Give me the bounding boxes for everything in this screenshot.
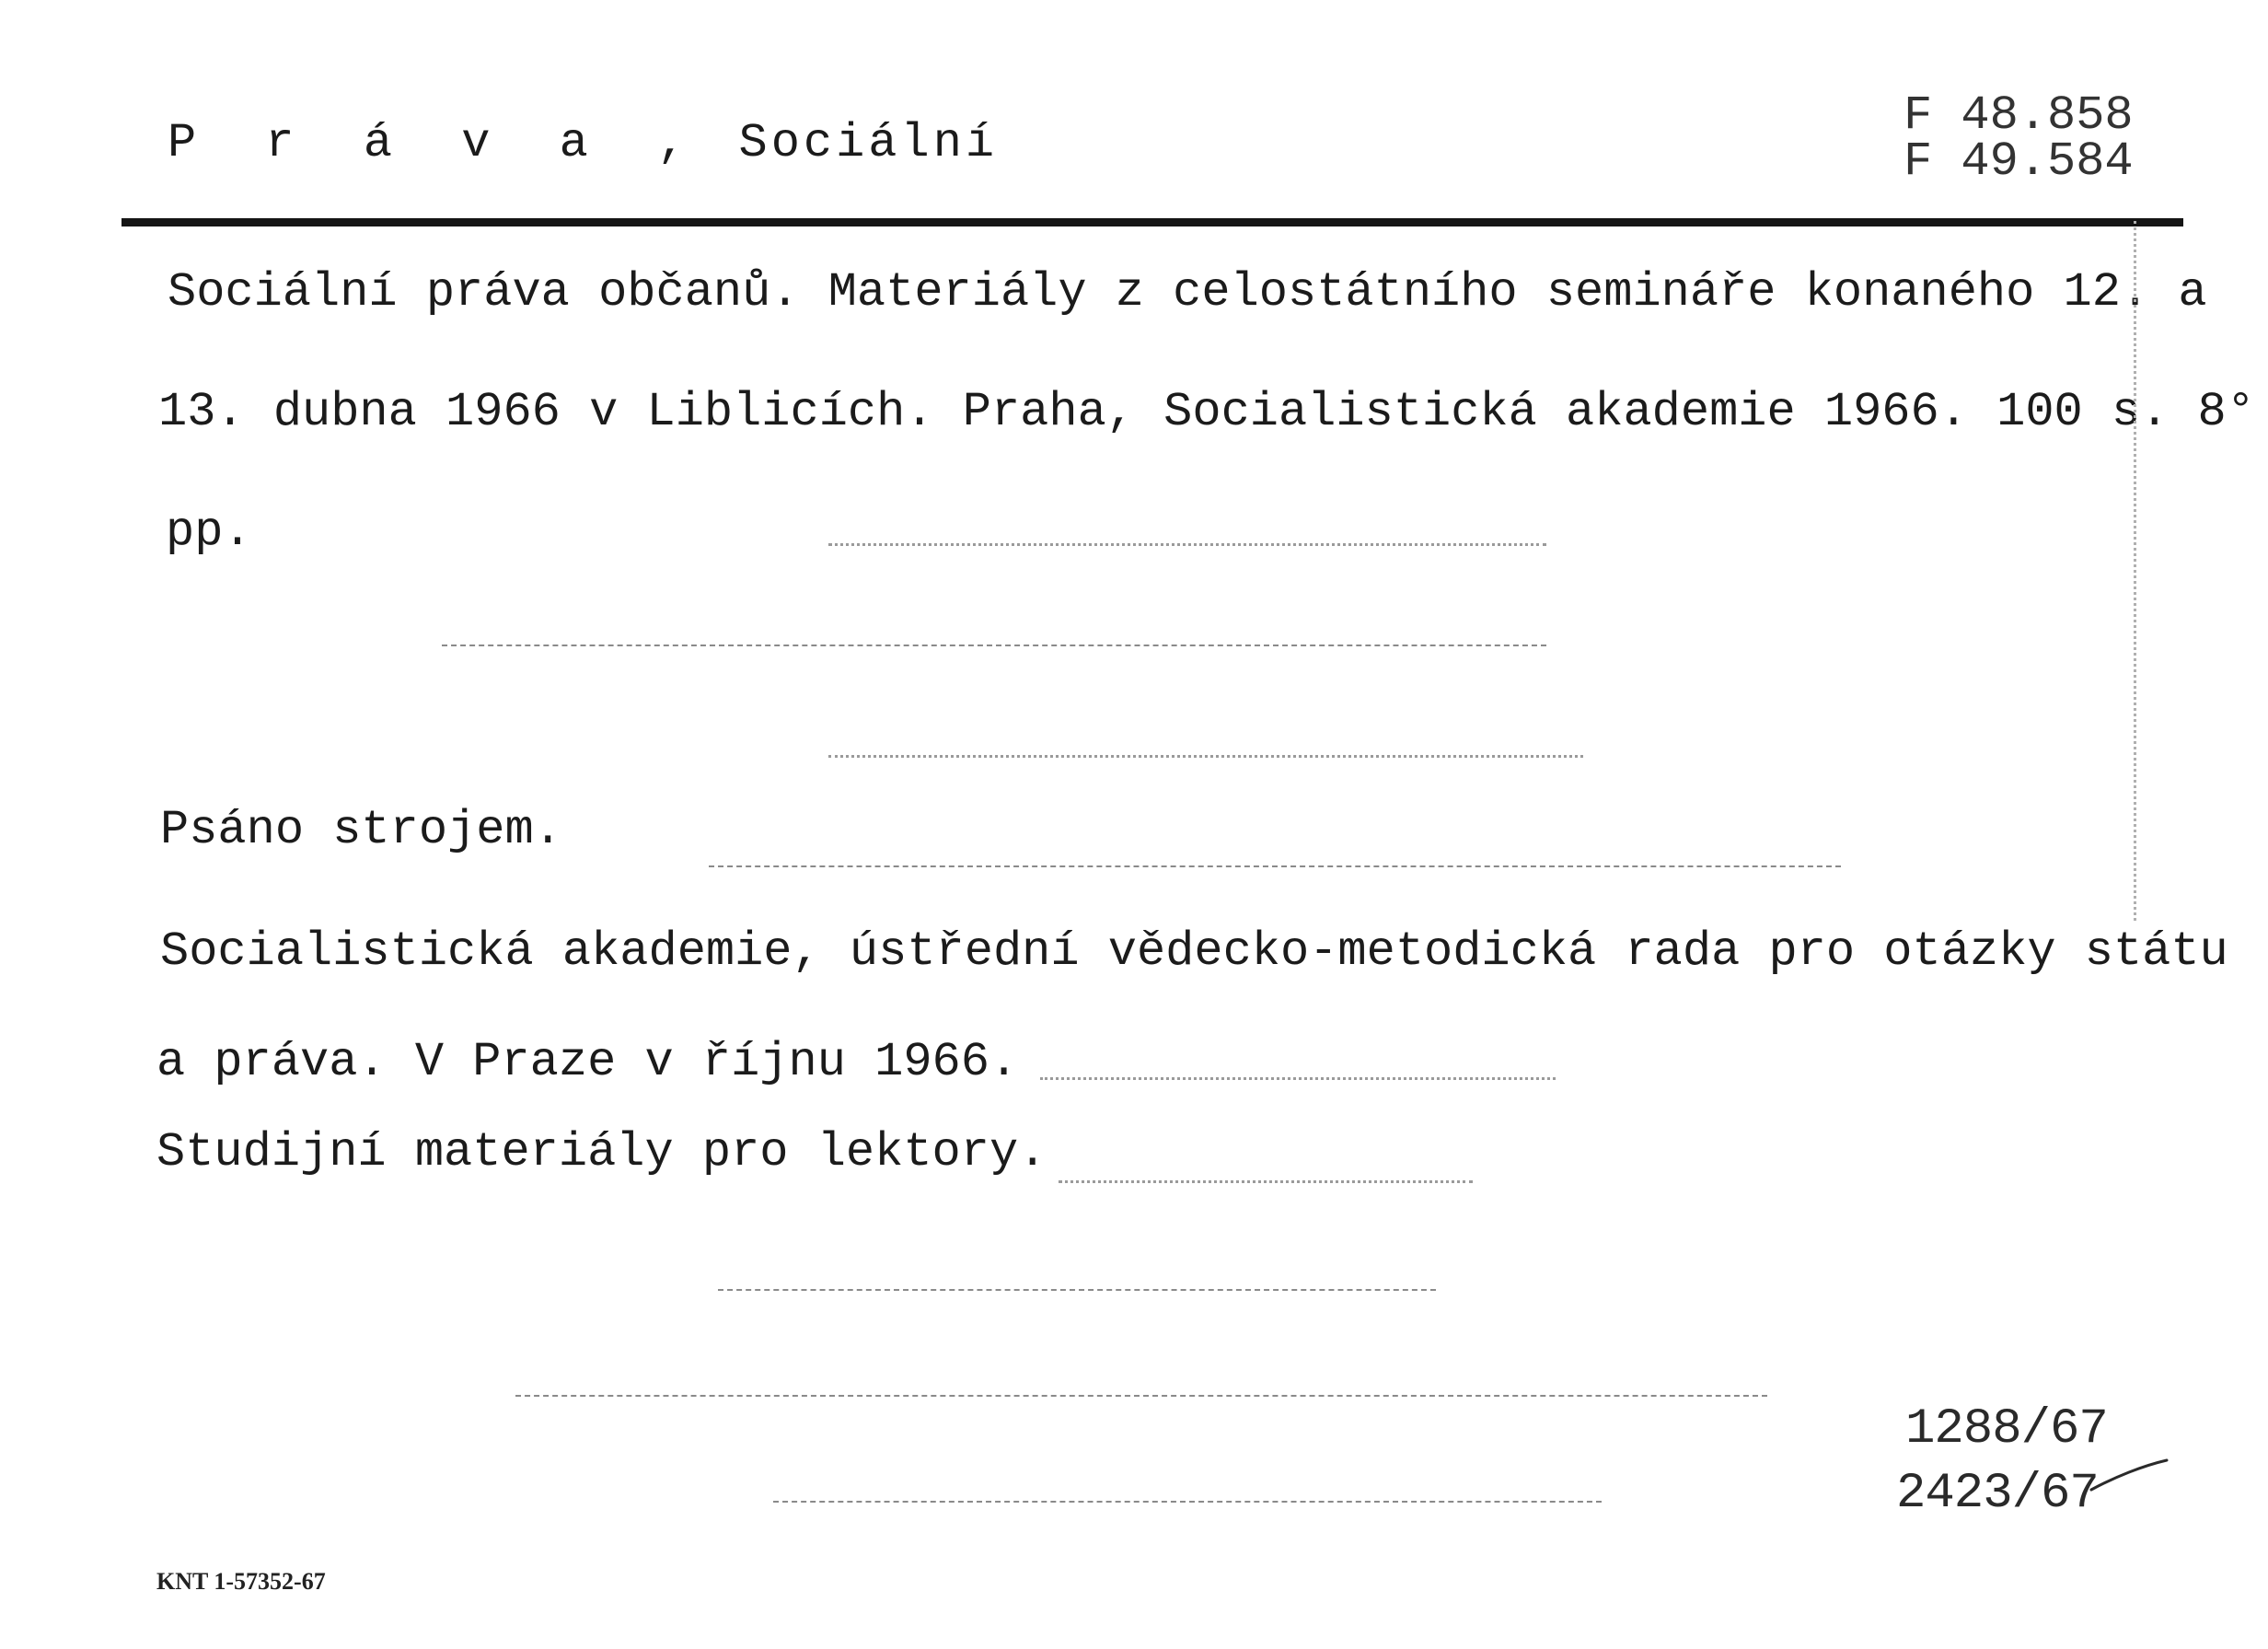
guide-line [718,1289,1436,1291]
heading-rule [122,218,2183,226]
guide-line [1059,1180,1473,1183]
note-line-1: Psáno strojem. [160,803,562,857]
description-line-3: pp. [166,505,252,559]
description-line-2: 13. dubna 1966 v Liblicích. Praha, Socialistická akademie 1966. 100 s. 8° [158,385,2255,439]
note-line-4: Studijní materiály pro lektory. [156,1125,1047,1179]
subject-heading-main: P r á v a , [168,116,707,170]
note-line-2: Socialistická akademie, ústřední vědecko-metodická rada pro otázky státu [160,924,2228,979]
accession-number-1: 1288/67 [1905,1401,2108,1457]
guide-line [828,755,1583,758]
accession-number-2: 2423/67 [1896,1466,2099,1522]
form-code: KNT 1-57352-67 [156,1568,326,1595]
note-line-3: a práva. V Praze v říjnu 1966. [156,1035,1019,1089]
pen-stroke-icon [2088,1457,2170,1493]
subject-heading-sub: Sociální [738,116,999,170]
guide-line [773,1501,1602,1503]
guide-line [709,865,1841,867]
call-number-2: F 49.584 [1904,134,2134,189]
call-number-1: F 48.858 [1904,88,2134,143]
guide-line [1040,1077,1556,1080]
guide-line [515,1395,1767,1397]
subject-heading [168,116,999,170]
card-edge-marks [2134,221,2144,921]
guide-line [442,645,1546,646]
guide-line [828,543,1546,546]
description-line-1: Sociální práva občanů. Materiály z celostátního semináře konaného 12. a [168,265,2207,319]
